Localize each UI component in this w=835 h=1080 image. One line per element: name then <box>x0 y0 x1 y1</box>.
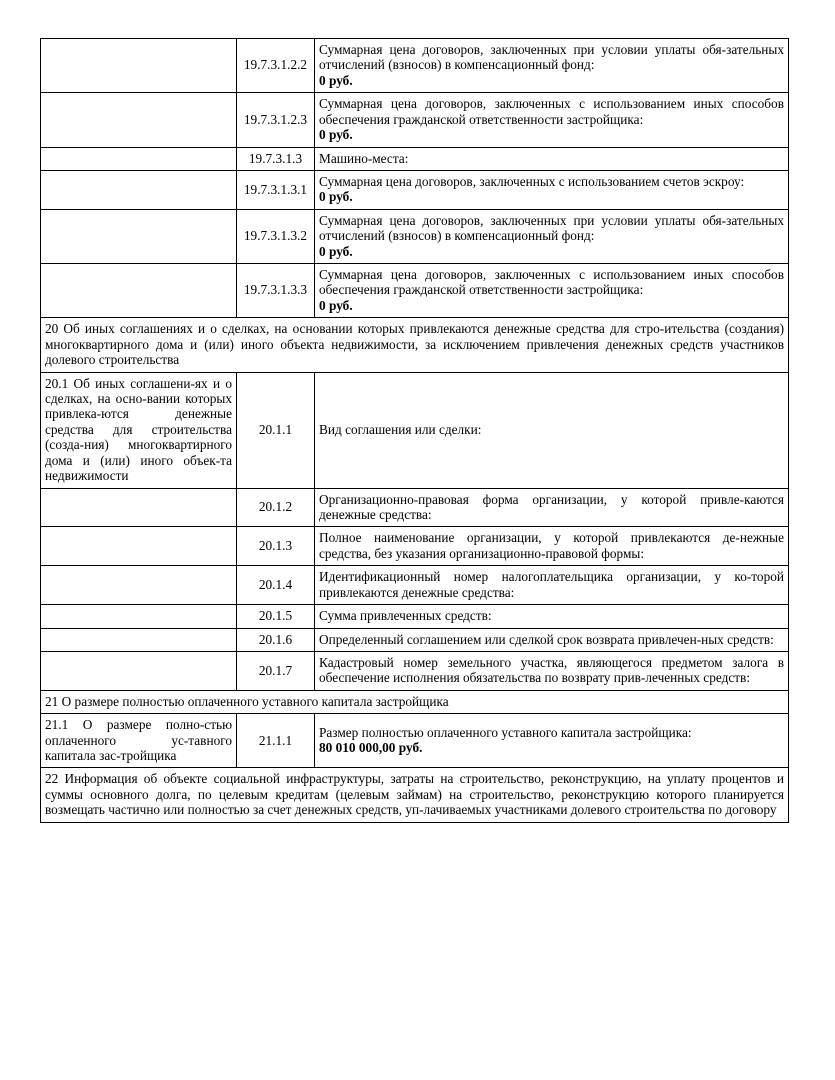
row-left-label <box>41 39 237 93</box>
row-left-label <box>41 488 237 527</box>
row-content <box>315 209 789 263</box>
row-left-label <box>41 714 237 768</box>
table-section-header-row <box>41 690 789 713</box>
row-value: 0 руб. <box>319 72 353 88</box>
table-row <box>41 209 789 263</box>
table-row <box>41 566 789 605</box>
row-text: Суммарная цена договоров, заключенных при условии уплаты обя-зательных отчислений (взносов) в компенсационный фонд: <box>319 42 784 73</box>
row-content <box>315 605 789 628</box>
table-row <box>41 372 789 488</box>
row-left-label <box>41 605 237 628</box>
row-content <box>315 527 789 566</box>
row-left-label <box>41 527 237 566</box>
row-index: 19.7.3.1.3.3 <box>237 264 315 318</box>
row-left-label <box>41 209 237 263</box>
row-left-label <box>41 651 237 690</box>
table-row <box>41 488 789 527</box>
table-row <box>41 147 789 170</box>
row-text: Организационно-правовая форма организации, у которой привле-каются денежные средства: <box>319 491 784 522</box>
row-content <box>315 372 789 488</box>
row-text: Суммарная цена договоров, заключенных с использованием счетов эскроу: <box>319 173 745 189</box>
table-row <box>41 628 789 651</box>
row-index: 19.7.3.1.3 <box>237 147 315 170</box>
row-content <box>315 264 789 318</box>
row-left-label <box>41 628 237 651</box>
row-index: 20.1.2 <box>237 488 315 527</box>
table-row <box>41 93 789 147</box>
row-index: 20.1.6 <box>237 628 315 651</box>
table-row <box>41 170 789 209</box>
row-content <box>315 566 789 605</box>
table-row <box>41 527 789 566</box>
row-text: Машино-места: <box>319 150 409 166</box>
row-index: 20.1.7 <box>237 651 315 690</box>
row-left-label <box>41 93 237 147</box>
row-text: Полное наименование организации, у которой привлекаются де-нежные средства, без указания организационно-правовой формы: <box>319 530 784 561</box>
table-section-header-row <box>41 318 789 372</box>
table-row <box>41 714 789 768</box>
row-left-label <box>41 566 237 605</box>
table-row <box>41 651 789 690</box>
section-header-20 <box>41 318 789 372</box>
row-content <box>315 651 789 690</box>
row-text: Суммарная цена договоров, заключенных с использованием иных способов обеспечения гражданской ответственности застройщика: <box>319 267 784 298</box>
row-content <box>315 39 789 93</box>
row-index: 19.7.3.1.3.2 <box>237 209 315 263</box>
row-index: 19.7.3.1.2.2 <box>237 39 315 93</box>
row-left-label <box>41 264 237 318</box>
table-section-header-row <box>41 768 789 822</box>
row-text: Суммарная цена договоров, заключенных при условии уплаты обя-зательных отчислений (взносов) в компенсационный фонд: <box>319 212 784 244</box>
row-index: 20.1.4 <box>237 566 315 605</box>
table-row <box>41 264 789 318</box>
row-left-label <box>41 147 237 170</box>
row-value: 0 руб. <box>319 243 353 259</box>
table-row <box>41 605 789 628</box>
row-index: 20.1.5 <box>237 605 315 628</box>
section-header-text: 20 Об иных соглашениях и о сделках, на основании которых привлекаются денежные средства для стро-ительства (создания) многоквартирного дома и (или) иного объекта недвижимости, за исключением привлечения денежных средств участников долевого строительства <box>45 321 784 368</box>
section-header-text: 21 О размере полностью оплаченного уставного капитала застройщика <box>45 693 449 709</box>
section-header-21 <box>41 690 789 713</box>
section-header-22 <box>41 768 789 822</box>
row-index: 20.1.1 <box>237 372 315 488</box>
row-content <box>315 147 789 170</box>
row-value: 0 руб. <box>319 189 353 205</box>
table-row <box>41 39 789 93</box>
row-content <box>315 488 789 527</box>
row-text: Вид соглашения или сделки: <box>319 421 482 437</box>
row-content <box>315 628 789 651</box>
row-content <box>315 714 789 768</box>
row-text: Кадастровый номер земельного участка, являющегося предметом залога в обеспечение исполнения обязательства по возврату прив-леченных средств: <box>319 654 784 686</box>
row-value: 0 руб. <box>319 127 353 143</box>
row-text: Размер полностью оплаченного уставного капитала застройщика: <box>319 724 692 740</box>
row-text: Сумма привлеченных средств: <box>319 608 492 624</box>
row-text: Суммарная цена договоров, заключенных с использованием иных способов обеспечения гражданской ответственности застройщика: <box>319 96 784 127</box>
row-left-label-text: 21.1 О размере полно-стью оплаченного ус-тавного капитала зас-тройщика <box>45 717 232 764</box>
row-text: Идентификационный номер налогоплательщика организации, у ко-торой привлекаются денежные средства: <box>319 569 784 600</box>
row-text: Определенный соглашением или сделкой срок возврата привлечен-ных средств: <box>319 631 774 647</box>
row-index: 21.1.1 <box>237 714 315 768</box>
row-content <box>315 170 789 209</box>
row-left-label <box>41 372 237 488</box>
row-index: 19.7.3.1.2.3 <box>237 93 315 147</box>
row-content <box>315 93 789 147</box>
row-value: 0 руб. <box>319 297 353 313</box>
row-value: 80 010 000,00 руб. <box>319 740 423 756</box>
row-index: 20.1.3 <box>237 527 315 566</box>
section-header-text: 22 Информация об объекте социальной инфраструктуры, затраты на строительство, реконструкцию, на уплату процентов и суммы основного долга, по целевым кредитам (целевым займам) на строительство, реконструкцию которого планируется возмещать частично или полностью за счет денежных средств, уп-лачиваемых участниками долевого строительства по договору <box>45 771 784 818</box>
row-index: 19.7.3.1.3.1 <box>237 170 315 209</box>
row-left-label-text: 20.1 Об иных соглашени-ях и о сделках, на осно-вании которых привлека-ются денежные средства для строительства (созда-ния) многоквартирного дома и (или) иного объек-та недвижимости <box>45 375 232 484</box>
row-left-label <box>41 170 237 209</box>
declaration-table <box>40 38 789 823</box>
